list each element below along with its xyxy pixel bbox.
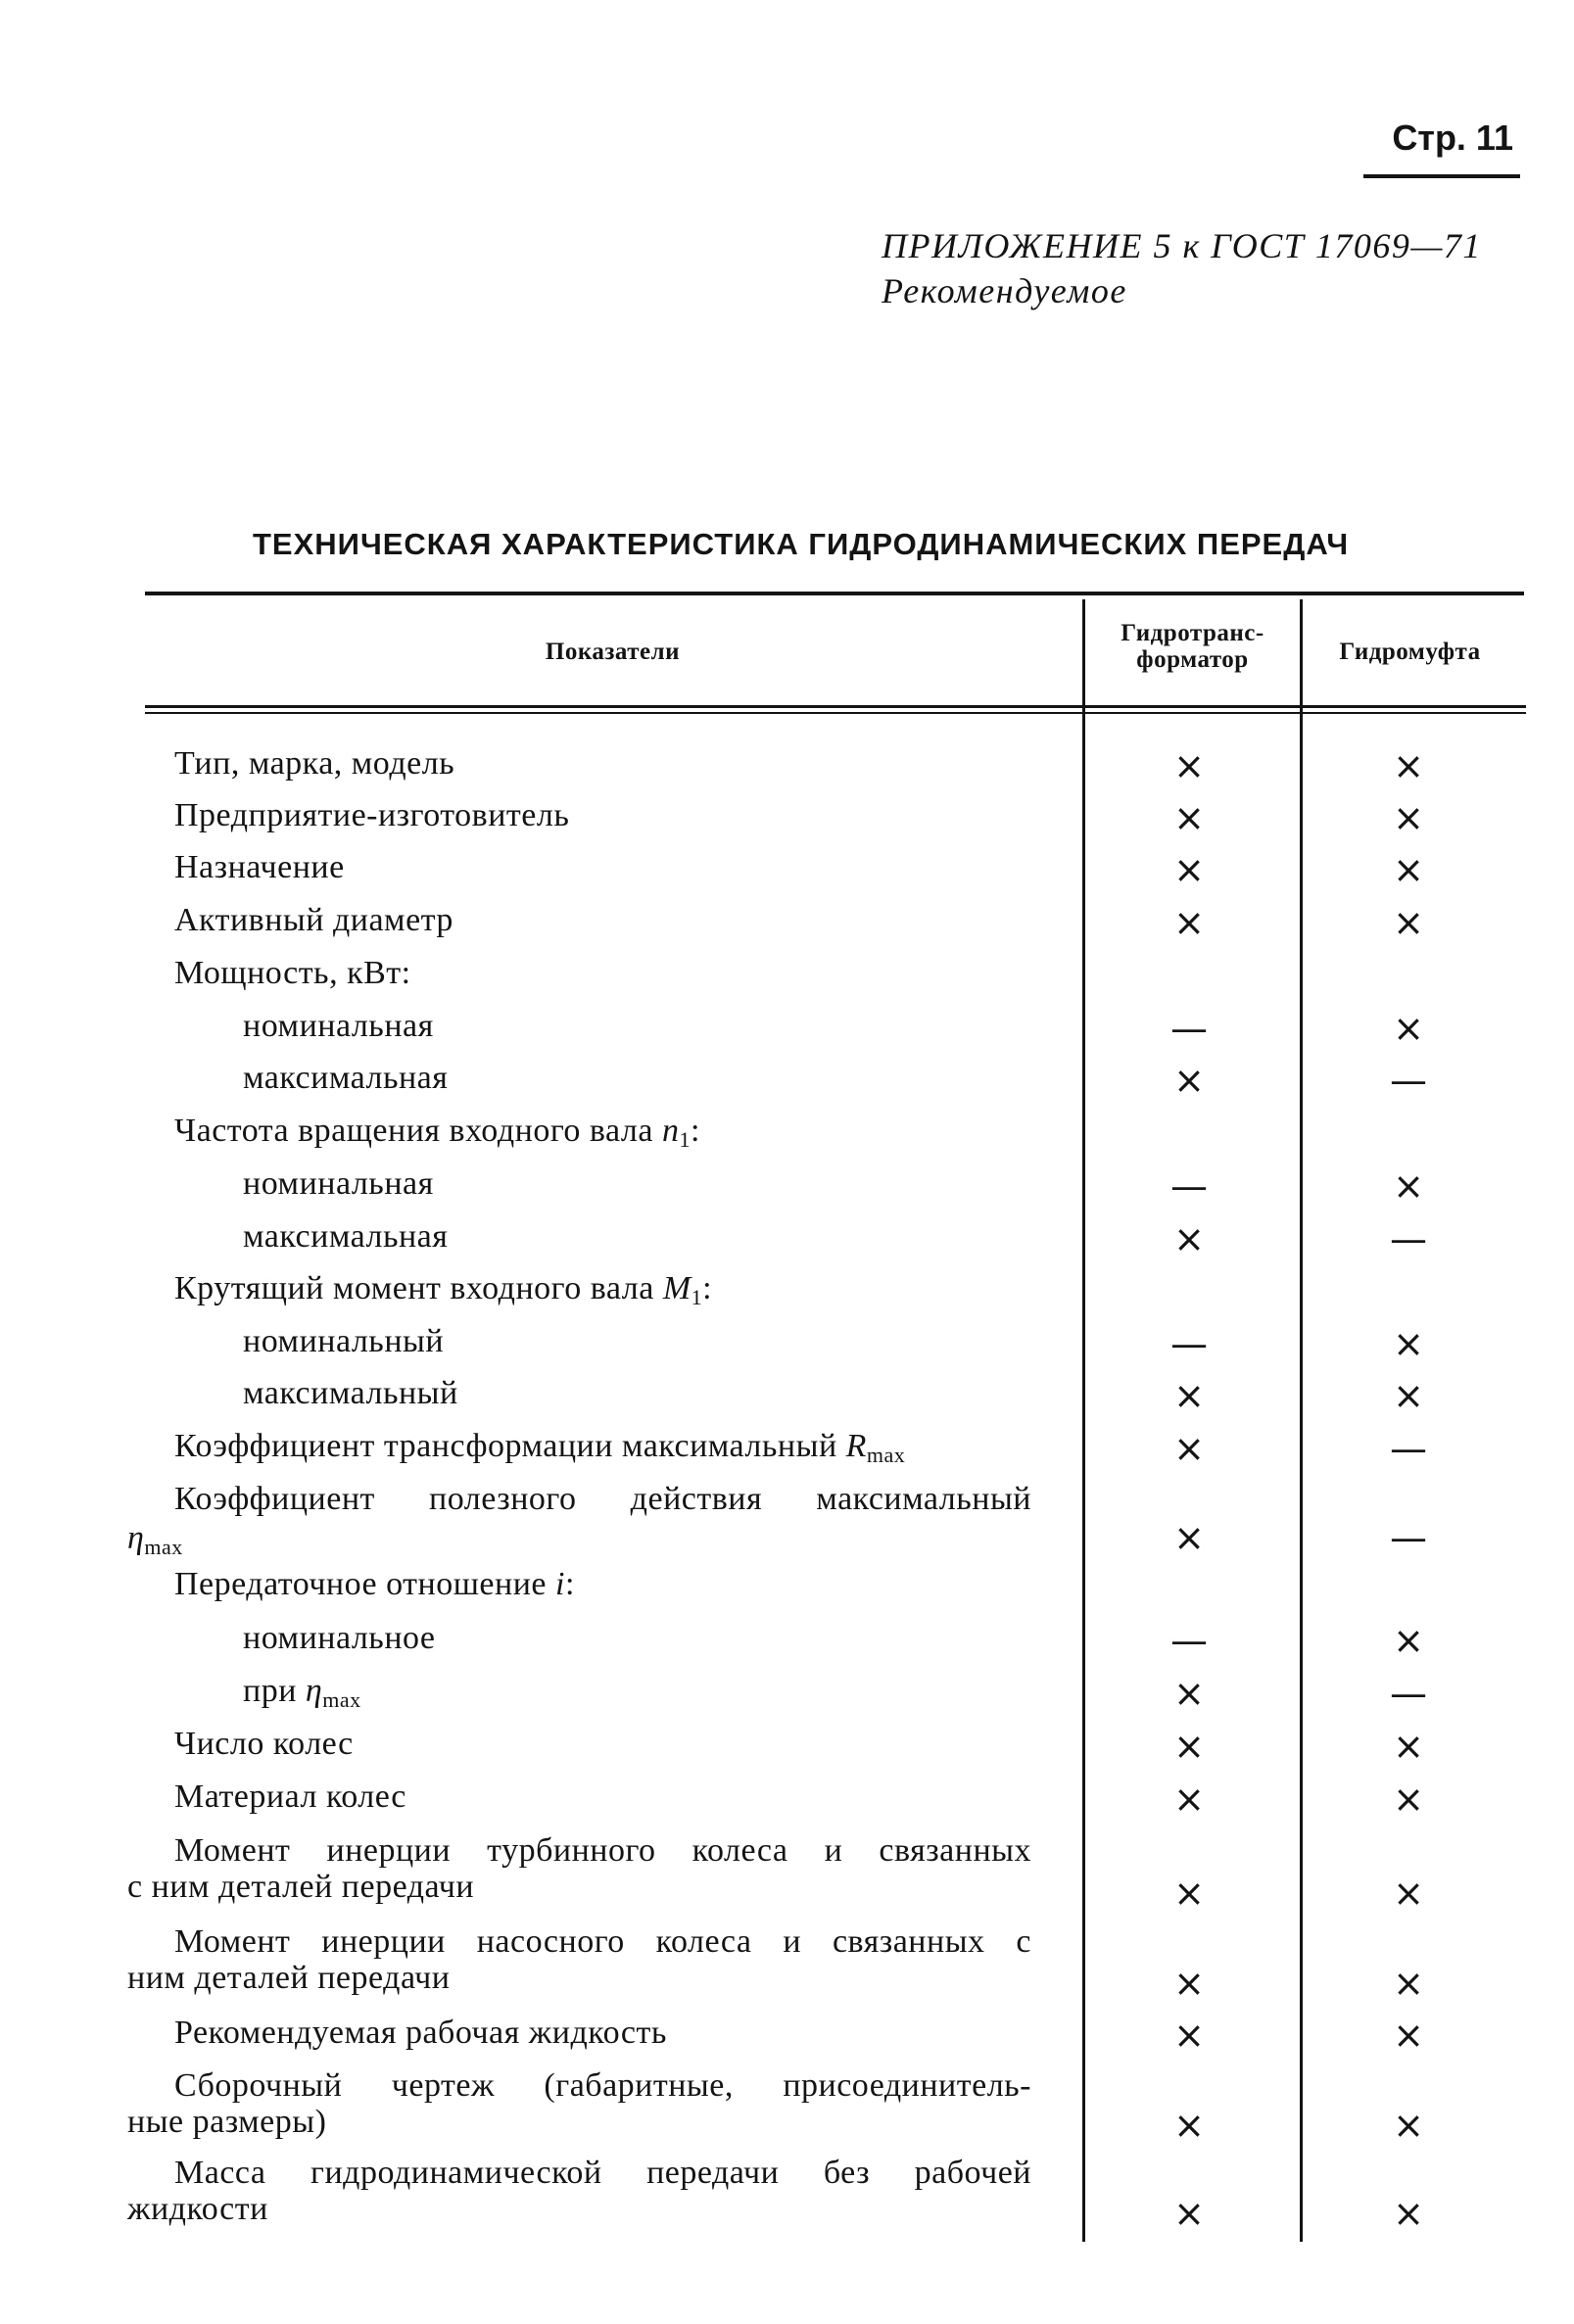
column-header-indicators: Показатели — [545, 639, 681, 665]
row-label-continuation: с ним деталей передачи — [127, 1869, 475, 1905]
row-label-line: Масса гидродинамической передачи без рабочей — [174, 2155, 1031, 2191]
row-label-symbol: M — [662, 1270, 692, 1306]
row-label-subscript: max — [144, 1535, 183, 1559]
coupling-mark: × — [1393, 1962, 1424, 2005]
row-label-subscript: 1 — [679, 1127, 691, 1152]
coupling-mark: × — [1393, 2192, 1424, 2235]
row-label: Назначение — [174, 849, 345, 885]
row-label: Число колес — [174, 1726, 354, 1762]
converter-mark: × — [1173, 1516, 1205, 1559]
row-label — [174, 1271, 1075, 1315]
coupling-mark: × — [1393, 1725, 1424, 1768]
row-label: Тип, марка, модель — [174, 745, 455, 782]
row-label: Мощность, кВт: — [174, 955, 411, 991]
row-label-continuation: жидкости — [127, 2191, 268, 2227]
coupling-mark: — — [1390, 1672, 1427, 1715]
converter-mark: — — [1170, 1007, 1208, 1050]
converter-mark: × — [1173, 1217, 1205, 1260]
row-label-subscript: 1 — [691, 1285, 703, 1309]
coupling-mark: × — [1393, 1322, 1424, 1365]
converter-mark: × — [1173, 744, 1205, 787]
coupling-mark: × — [1393, 796, 1424, 839]
row-label: номинальная — [243, 1008, 434, 1044]
row-label: Активный диаметр — [174, 902, 453, 938]
converter-mark: × — [1173, 1374, 1205, 1417]
coupling-mark: — — [1390, 1059, 1427, 1102]
coupling-mark: × — [1393, 848, 1424, 891]
appendix-title: ПРИЛОЖЕНИЕ 5 к ГОСТ 17069—71 — [882, 226, 1482, 265]
row-label — [174, 1924, 1031, 1960]
converter-mark: × — [1173, 1962, 1205, 2005]
row-label — [174, 2156, 1031, 2191]
coupling-mark: × — [1393, 1007, 1424, 1050]
row-label: номинальная — [243, 1165, 434, 1202]
row-label-text: Коэффициент трансформации максимальный — [174, 1428, 837, 1464]
row-label-subscript: max — [866, 1443, 906, 1467]
row-label-symbol: i — [555, 1566, 565, 1602]
converter-mark: — — [1170, 1619, 1208, 1662]
table-title: ТЕХНИЧЕСКАЯ ХАРАКТЕРИСТИКА ГИДРОДИНАМИЧЕСКИХ ПЕРЕДАЧ — [253, 527, 1350, 561]
page-number-underline — [1363, 174, 1520, 178]
coupling-mark: — — [1390, 1516, 1427, 1559]
converter-mark: × — [1173, 796, 1205, 839]
row-label-text: при — [243, 1673, 297, 1709]
converter-mark: × — [1173, 1059, 1205, 1102]
row-label-line: Сборочный чертеж (габаритные, присоединитель- — [174, 2067, 1031, 2104]
row-label — [174, 1114, 1075, 1158]
appendix-block — [882, 223, 1482, 313]
converter-mark: × — [1173, 1672, 1205, 1715]
converter-mark: — — [1170, 1164, 1208, 1208]
row-label: Предприятие-изготовитель — [174, 797, 570, 833]
column-divider-2 — [1300, 599, 1303, 2242]
coupling-mark: × — [1393, 1374, 1424, 1417]
row-label — [174, 2068, 1031, 2104]
converter-mark: × — [1173, 2192, 1205, 2235]
row-label-suffix: : — [702, 1270, 713, 1306]
column-divider-1 — [1082, 599, 1085, 2242]
coupling-mark: × — [1393, 1619, 1424, 1662]
row-label-symbol: η — [127, 1520, 145, 1556]
table-head-rule — [145, 705, 1526, 708]
coupling-mark: × — [1393, 1164, 1424, 1208]
row-label: Рекомендуемая рабочая жидкость — [174, 2015, 667, 2051]
converter-mark: — — [1170, 1322, 1208, 1365]
coupling-mark: — — [1390, 1217, 1427, 1260]
coupling-mark: × — [1393, 901, 1424, 944]
row-label — [174, 1482, 1031, 1517]
row-label-text: Частота вращения входного вала — [174, 1113, 653, 1149]
appendix-status: Рекомендуемое — [882, 271, 1127, 310]
row-label-continuation: ним деталей передачи — [127, 1960, 451, 1996]
coupling-mark: × — [1393, 1872, 1424, 1915]
row-label-symbol: η — [305, 1673, 323, 1709]
row-label-line: Момент инерции насосного колеса и связанных с — [174, 1923, 1031, 1960]
page-number: Стр. 11 — [1392, 118, 1513, 158]
converter-mark: × — [1173, 1427, 1205, 1470]
row-label — [174, 1429, 1075, 1473]
row-label — [174, 1567, 1075, 1602]
row-label-text: Передаточное отношение — [174, 1566, 547, 1602]
row-label-symbol: n — [661, 1113, 680, 1149]
coupling-mark: — — [1390, 1427, 1427, 1470]
coupling-mark: × — [1393, 1778, 1424, 1821]
row-label-suffix: : — [690, 1113, 700, 1149]
row-label: максимальный — [243, 1375, 458, 1411]
row-label-suffix: : — [564, 1566, 575, 1602]
row-label: номинальное — [243, 1620, 436, 1656]
table-top-rule — [145, 592, 1524, 595]
row-label-continuation: ные размеры) — [127, 2104, 327, 2140]
table-head-rule-2 — [145, 712, 1526, 714]
row-label-symbol: R — [845, 1428, 867, 1464]
column-header-coupling: Гидромуфта — [1339, 639, 1481, 665]
converter-mark: × — [1173, 901, 1205, 944]
row-label — [174, 1833, 1031, 1869]
converter-mark: × — [1173, 1872, 1205, 1915]
converter-mark: × — [1173, 2014, 1205, 2057]
coupling-mark: × — [1393, 2014, 1424, 2057]
row-label-subscript: max — [322, 1687, 361, 1712]
row-label-continuation — [127, 1521, 1028, 1565]
column-header-converter — [1087, 620, 1298, 673]
row-label: Материал колес — [174, 1779, 406, 1815]
converter-mark: × — [1173, 1725, 1205, 1768]
row-label: максимальная — [243, 1218, 449, 1255]
converter-mark: × — [1173, 848, 1205, 891]
row-label-text: Крутящий момент входного вала — [174, 1270, 654, 1306]
coupling-mark: × — [1393, 2104, 1424, 2147]
coupling-mark: × — [1393, 744, 1424, 787]
row-label-text: Коэффициент полезного действия максимальный — [174, 1481, 1031, 1517]
converter-mark: × — [1173, 2104, 1205, 2147]
converter-mark: × — [1173, 1778, 1205, 1821]
row-label: максимальная — [243, 1060, 449, 1096]
row-label: номинальный — [243, 1323, 445, 1359]
row-label-line: Момент инерции турбинного колеса и связанных — [174, 1832, 1031, 1869]
column-header-converter-line2: форматор — [1136, 646, 1249, 673]
column-header-converter-line1: Гидротранс- — [1121, 620, 1264, 646]
row-label — [243, 1674, 1144, 1718]
